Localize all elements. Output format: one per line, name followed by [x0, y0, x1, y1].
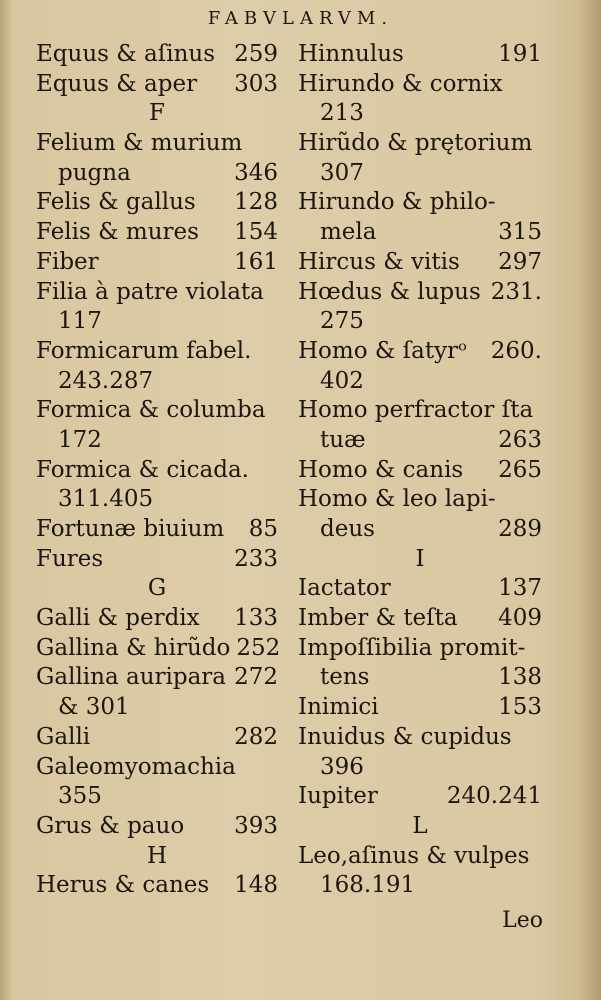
index-entry-term: Felis & mures	[36, 219, 199, 246]
index-entry-page: 128	[234, 189, 278, 216]
index-entry	[298, 70, 542, 100]
index-entry-term: Felis & gallus	[36, 189, 196, 216]
index-entry-page: 259	[234, 41, 278, 67]
index-entry	[36, 248, 278, 278]
index-entry	[298, 159, 542, 189]
index-entry-term: Homo & leo lapi-	[298, 486, 496, 513]
index-entry-page: 154	[234, 219, 278, 246]
index-entry-term: Hirundo & philo-	[298, 189, 496, 216]
letter-heading-text: G	[147, 575, 167, 602]
index-entry	[298, 515, 542, 545]
letter-heading	[36, 574, 278, 604]
index-entry-page: 252	[236, 634, 281, 661]
index-entry-term: 275	[320, 308, 364, 335]
index-entry	[36, 307, 278, 337]
index-entry	[36, 782, 278, 812]
index-entry-term: Homo & canis	[298, 456, 464, 483]
index-entry-term: Imber & teſta	[298, 605, 458, 632]
index-entry-page: 260.	[490, 337, 542, 364]
index-entry	[298, 663, 542, 693]
index-entry-term: Iactator	[298, 575, 391, 602]
index-entry	[36, 663, 278, 693]
index-entry-term: & 301	[58, 694, 130, 721]
index-entry-page: 289	[498, 516, 542, 542]
index-entry-term: Fures	[36, 545, 104, 572]
index-entry-page: 409	[498, 605, 542, 632]
index-entry-term: Homo perfractor ſta	[298, 397, 534, 424]
index-entry-term: Grus & pauo	[36, 812, 185, 839]
index-entry	[298, 337, 542, 367]
index-entry	[36, 693, 278, 723]
index-column-left	[36, 40, 281, 901]
index-entry-term: 117	[58, 308, 102, 335]
index-entry-page: 303	[234, 70, 278, 97]
index-entry-term: Herus & canes	[36, 872, 210, 899]
index-entry	[36, 396, 278, 426]
index-entry-term: Iupiter	[298, 783, 378, 810]
index-entry-term: 168.191	[320, 872, 416, 899]
index-entry	[298, 396, 542, 426]
index-entry-term: Hœdus & lupus	[298, 278, 481, 305]
index-entry-term: Formica & cicada.	[36, 456, 249, 483]
index-entry	[298, 426, 542, 456]
index-entry	[298, 99, 542, 129]
index-entry-page: 265	[498, 456, 542, 483]
index-entry-page: 138	[498, 664, 542, 691]
index-entry	[298, 456, 542, 486]
letter-heading-text: H	[146, 842, 168, 869]
index-entry-term: tuæ	[320, 426, 366, 453]
index-entry-term: 172	[58, 426, 102, 453]
index-entry-term: Gallina & hirũdo	[36, 634, 231, 661]
index-entry	[298, 871, 542, 901]
index-entry-page: 231.	[490, 278, 542, 305]
index-entry-term: Galeomyomachia	[36, 753, 236, 780]
letter-heading	[36, 99, 278, 129]
index-entry	[36, 604, 278, 634]
index-entry	[36, 129, 278, 159]
catchword: Leo	[502, 908, 543, 933]
index-entry-page: 148	[234, 872, 278, 899]
index-entry	[298, 367, 542, 397]
index-entry	[36, 723, 278, 753]
index-entry	[298, 604, 542, 634]
index-entry-page: 153	[498, 694, 542, 721]
letter-heading-text: L	[412, 812, 428, 839]
index-entry-page: 233	[234, 545, 278, 572]
page-gutter-shadow	[579, 0, 601, 1000]
index-entry-term: Fiber	[36, 248, 99, 275]
index-entry	[298, 307, 542, 337]
index-entry	[36, 515, 278, 545]
index-entry	[298, 842, 542, 872]
letter-heading-text: F	[149, 100, 165, 127]
index-entry-page: 161	[234, 248, 278, 275]
index-entry	[298, 634, 542, 664]
index-entry	[298, 782, 542, 812]
index-entry-term: Impoſſibilia promit-	[298, 634, 526, 661]
index-entry-term: mela	[320, 219, 377, 246]
index-column-right	[298, 40, 542, 901]
index-entry-term: 355	[58, 783, 102, 810]
index-entry	[298, 485, 542, 515]
index-entry	[298, 129, 542, 159]
index-entry	[36, 753, 278, 783]
index-entry	[36, 337, 278, 367]
index-entry	[36, 159, 278, 189]
index-entry	[36, 485, 278, 515]
index-entry	[298, 40, 542, 70]
index-entry	[298, 723, 542, 753]
index-entry	[36, 218, 278, 248]
index-entry	[298, 753, 542, 783]
index-entry-page: 297	[498, 248, 542, 275]
index-entry-page: 137	[498, 575, 542, 602]
index-entry-term: Galli	[36, 723, 91, 750]
index-entry-term: Homo & ſatyrᵒ	[298, 337, 467, 364]
index-entry-term: Gallina auripara	[36, 664, 227, 691]
index-entry	[298, 693, 542, 723]
index-entry-term: Inuidus & cupidus	[298, 723, 512, 750]
index-entry	[36, 367, 278, 397]
letter-heading	[298, 812, 542, 842]
index-entry-page: 315	[498, 219, 542, 246]
index-entry	[36, 426, 278, 456]
index-entry	[36, 812, 278, 842]
index-entry	[36, 456, 278, 486]
index-entry	[298, 218, 542, 248]
index-entry	[36, 40, 278, 70]
index-entry	[298, 248, 542, 278]
index-entry-term: Equus & aſinus	[36, 41, 216, 67]
letter-heading	[298, 545, 542, 575]
index-entry	[298, 574, 542, 604]
index-entry-page: 85	[248, 516, 278, 542]
index-entry	[36, 188, 278, 218]
index-entry-page: 393	[234, 812, 278, 839]
index-entry-page: 272	[234, 664, 278, 691]
index-entry-page: 191	[498, 41, 542, 67]
running-head: FABVLARVM.	[207, 8, 394, 29]
index-entry-term: 213	[320, 100, 364, 127]
index-entry-term: 311.405	[58, 486, 154, 513]
index-entry-term: Hirũdo & prętorium	[298, 130, 533, 157]
index-entry-term: 307	[320, 159, 364, 186]
index-entry-term: Formica & columba	[36, 397, 266, 424]
index-entry-term: Equus & aper	[36, 70, 198, 97]
index-entry-page: 240.241	[446, 783, 542, 810]
index-entry	[36, 871, 278, 901]
index-entry-term: Leo,aſinus & vulpes	[298, 842, 530, 869]
index-entry-term: Hinnulus	[298, 41, 404, 67]
index-entry-term: tens	[320, 664, 370, 691]
letter-heading	[36, 842, 278, 872]
index-entry	[36, 278, 278, 308]
index-entry	[36, 545, 278, 575]
index-entry	[36, 70, 278, 100]
index-entry-page: 346	[234, 159, 278, 186]
index-entry-term: Filia à patre violata	[36, 278, 264, 305]
index-entry-page: 282	[234, 723, 278, 750]
index-entry	[36, 634, 281, 664]
index-entry-term: pugna	[58, 159, 131, 186]
index-entry-term: Galli & perdix	[36, 605, 200, 632]
index-entry-page: 133	[234, 605, 278, 632]
index-entry-page: 263	[498, 426, 542, 453]
index-entry	[298, 278, 542, 308]
index-entry-term: 243.287	[58, 367, 154, 394]
index-entry-term: Hircus & vitis	[298, 248, 460, 275]
index-entry-term: deus	[320, 516, 375, 542]
index-entry-term: Formicarum fabel.	[36, 337, 252, 364]
index-entry-term: Felium & murium	[36, 130, 243, 157]
index-entry-term: Inimici	[298, 694, 379, 721]
index-entry-term: 396	[320, 753, 364, 780]
index-entry	[298, 188, 542, 218]
index-entry-term: 402	[320, 367, 364, 394]
letter-heading-text: I	[415, 545, 425, 572]
index-entry-term: Hirundo & cornix	[298, 70, 503, 97]
index-entry-term: Fortunæ biuium	[36, 516, 225, 542]
